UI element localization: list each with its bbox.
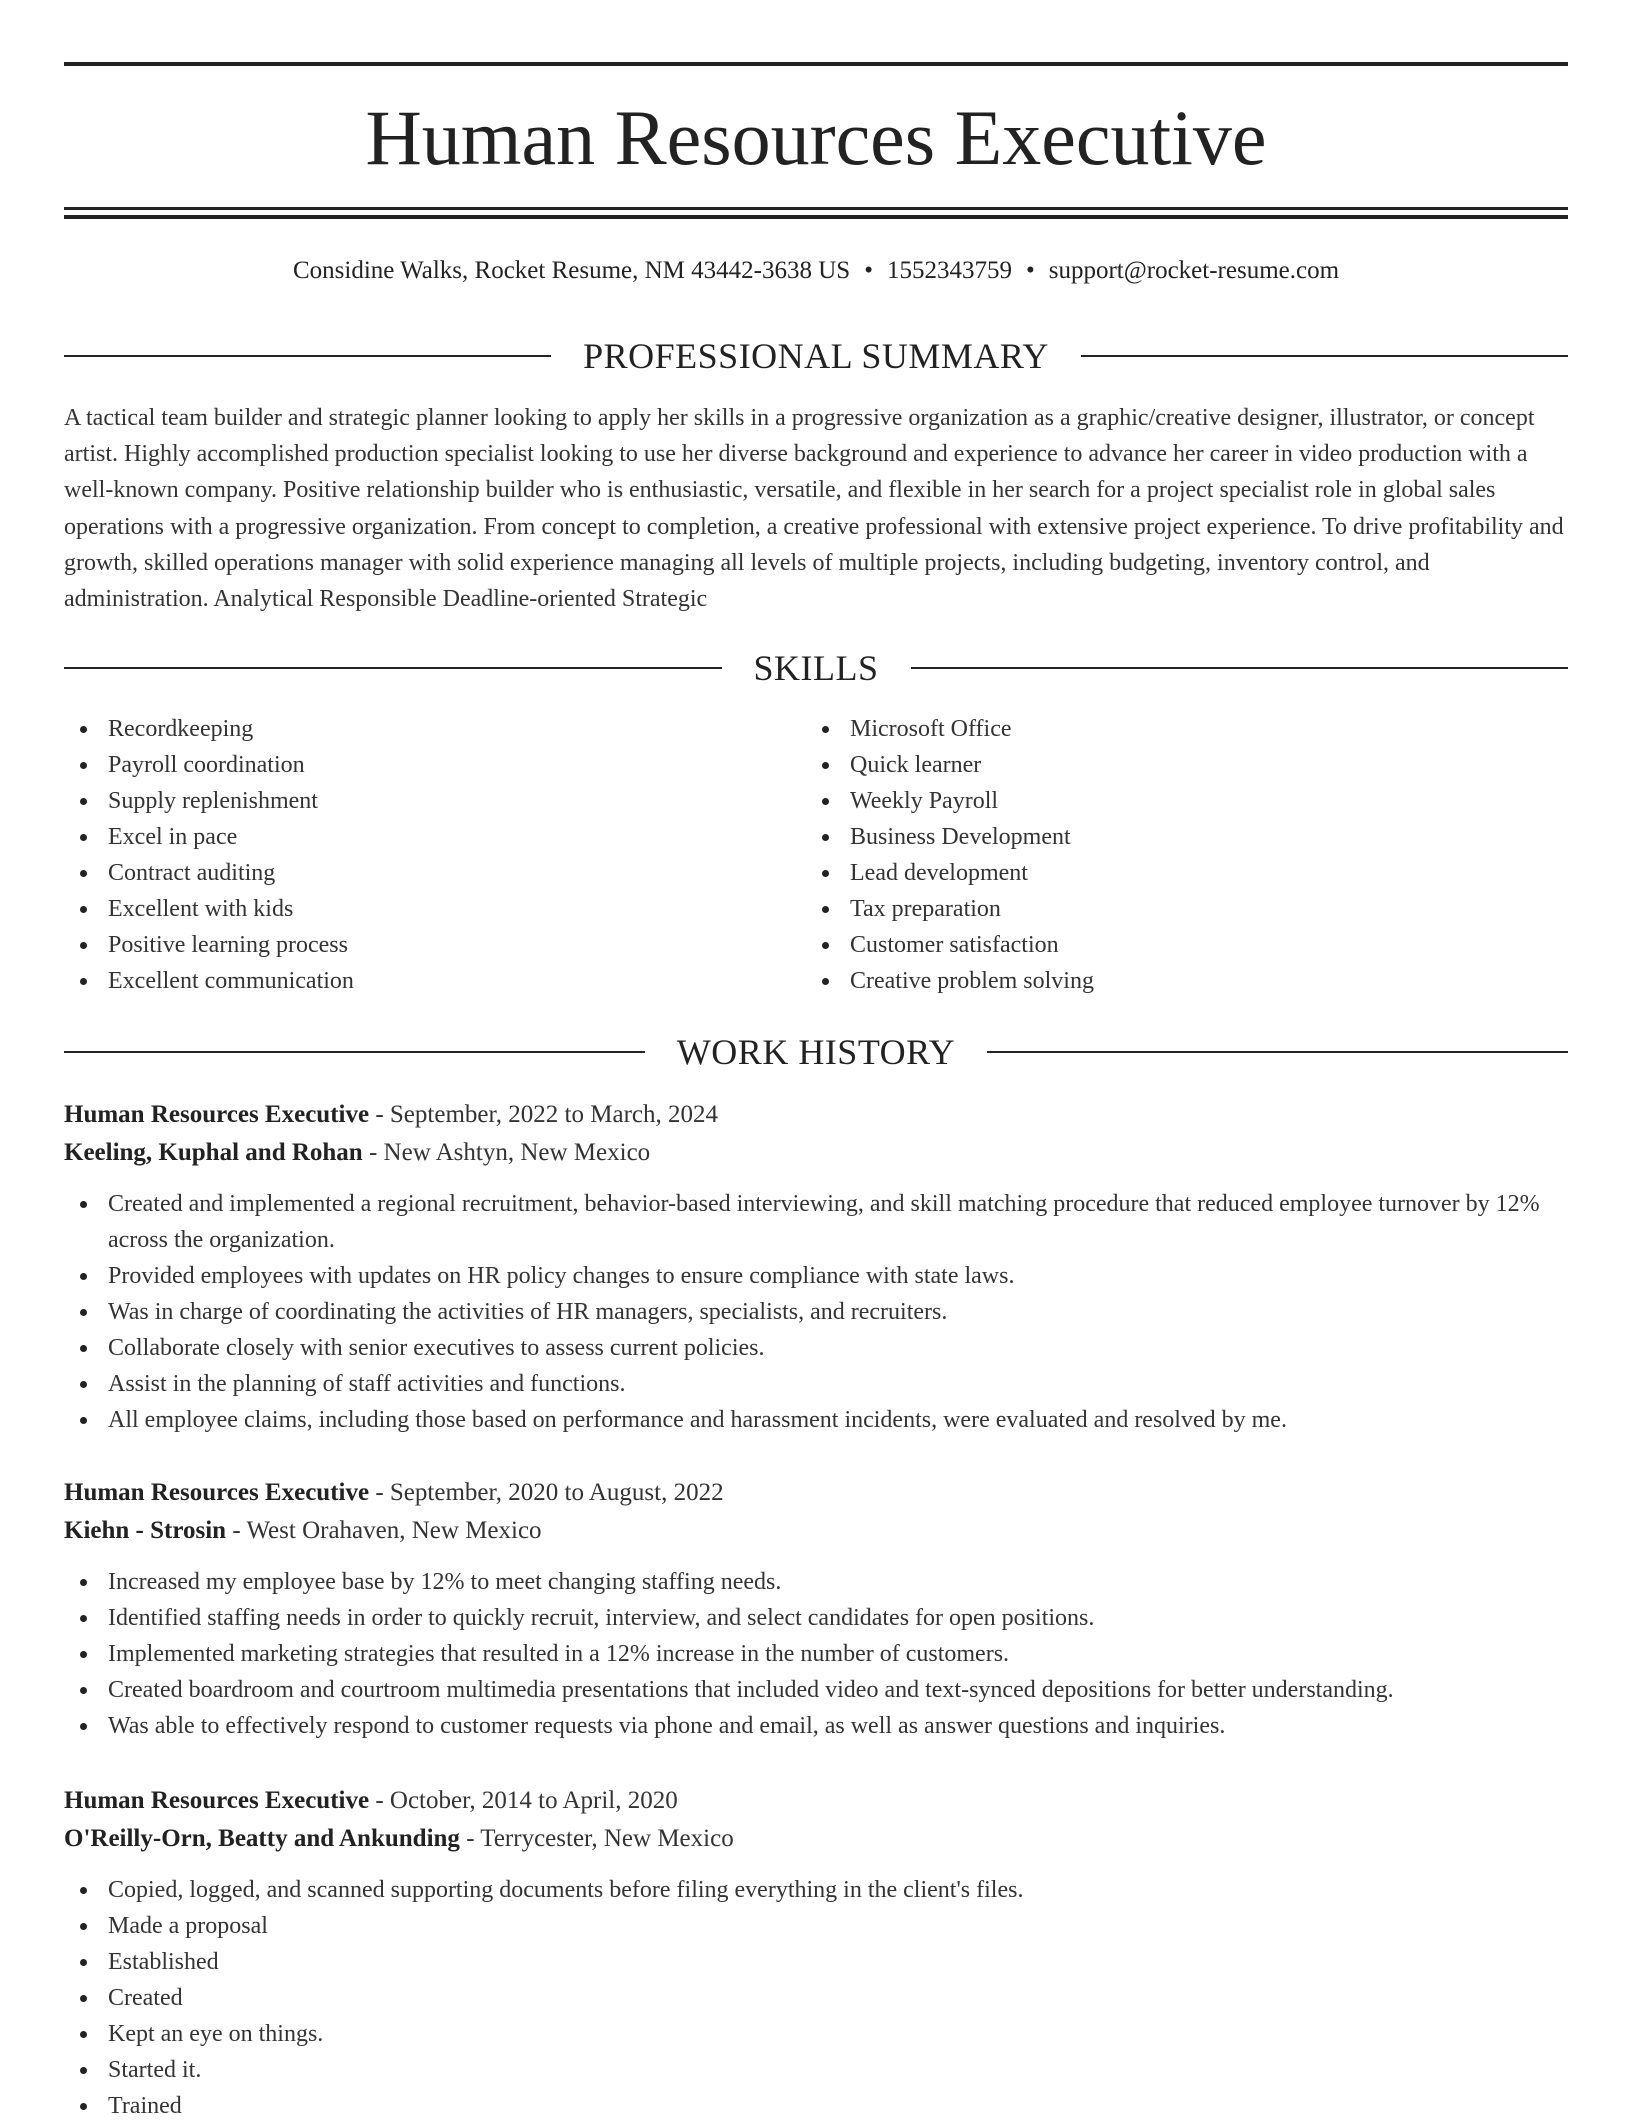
section-heading-skills xyxy=(64,646,1568,690)
section-heading-summary xyxy=(64,334,1568,378)
job-bullet: Kept an eye on things. xyxy=(64,2016,1568,2052)
job-company-line xyxy=(64,1134,1568,1172)
job-bullet-list xyxy=(64,1564,1568,1744)
job-bullet: Was able to effectively respond to customer requests via phone and email, as well as answer questions and inquiries. xyxy=(64,1708,1568,1744)
job-location: - New Ashtyn, New Mexico xyxy=(362,1139,651,1166)
summary-paragraph: A tactical team builder and strategic planner looking to apply her skills in a progressive organization as a graphic/creative designer, illustrator, or concept artist. Highly accomplished production specialist looking to use her diverse background and experience to advance her career in video production with a well-known company. Positive relationship builder who is enthusiastic, versatile, and flexible in her search for a project specialist role in global sales operations with a progressive organization. From concept to completion, a creative professional with extensive project experience. To drive profitability and growth, skilled operations manager with solid experience managing all levels of multiple projects, including budgeting, inventory control, and administration. Analytical Responsible Deadline-oriented Strategic xyxy=(64,405,1564,613)
contact-line xyxy=(64,254,1568,288)
job-entry xyxy=(64,1782,1568,2124)
job-title-line xyxy=(64,1782,1568,1820)
skill-item: Weekly Payroll xyxy=(806,783,1506,819)
section-title: SKILLS xyxy=(753,648,879,688)
job-company: O'Reilly-Orn, Beatty and Ankunding xyxy=(64,1825,460,1852)
job-bullet: Started it. xyxy=(64,2052,1568,2088)
job-title-line xyxy=(64,1096,1568,1134)
skill-item: Tax preparation xyxy=(806,891,1506,927)
skill-item: Supply replenishment xyxy=(64,783,764,819)
job-company: Kiehn - Strosin xyxy=(64,1517,227,1544)
bullet-separator: • xyxy=(864,257,873,284)
skill-item: Customer satisfaction xyxy=(806,927,1506,963)
job-bullet: Assist in the planning of staff activities and functions. xyxy=(64,1366,1568,1402)
skill-item: Quick learner xyxy=(806,747,1506,783)
heading-rule-left xyxy=(64,355,551,357)
skill-item: Payroll coordination xyxy=(64,747,764,783)
contact-address: Considine Walks, Rocket Resume, NM 43442-3638 US xyxy=(292,257,851,284)
heading-rule-right xyxy=(1081,355,1568,357)
skill-item: Positive learning process xyxy=(64,927,764,963)
heading-rule-left xyxy=(64,667,722,669)
job-bullet: Identified staffing needs in order to quickly recruit, interview, and select candidates for open positions. xyxy=(64,1600,1568,1636)
job-entry xyxy=(64,1096,1568,1438)
job-bullet: Established xyxy=(64,1944,1568,1980)
section-heading-work-history xyxy=(64,1030,1568,1074)
job-title-line xyxy=(64,1474,1568,1512)
skill-item: Contract auditing xyxy=(64,855,764,891)
job-title: Human Resources Executive xyxy=(64,1101,370,1128)
resume-title: Human Resources Executive xyxy=(365,94,1267,181)
contact-email: support@rocket-resume.com xyxy=(1048,257,1340,284)
job-bullet-list xyxy=(64,1186,1568,1438)
skill-item: Creative problem solving xyxy=(806,963,1506,999)
job-bullet: Created xyxy=(64,1980,1568,2016)
job-bullet: Implemented marketing strategies that resulted in a 12% increase in the number of customers. xyxy=(64,1636,1568,1672)
job-bullet: Copied, logged, and scanned supporting documents before filing everything in the client's files. xyxy=(64,1872,1568,1908)
skill-item: Excellent communication xyxy=(64,963,764,999)
heading-rule-left xyxy=(64,1051,645,1053)
skill-item: Lead development xyxy=(806,855,1506,891)
job-bullet: Trained xyxy=(64,2088,1568,2124)
skill-item: Business Development xyxy=(806,819,1506,855)
skills-column-left xyxy=(64,711,764,999)
header-double-rule-lower xyxy=(64,215,1568,219)
header-double-rule-upper xyxy=(64,207,1568,210)
job-title: Human Resources Executive xyxy=(64,1479,370,1506)
job-company-line xyxy=(64,1512,1568,1550)
header-top-rule xyxy=(64,62,1568,66)
job-dates: - September, 2020 to August, 2022 xyxy=(369,1479,724,1506)
section-title: WORK HISTORY xyxy=(676,1032,956,1072)
job-bullet: Created and implemented a regional recruitment, behavior-based interviewing, and skill matching procedure that reduced employee turnover by 12% across the organization. xyxy=(64,1186,1568,1258)
section-title: PROFESSIONAL SUMMARY xyxy=(583,336,1049,376)
job-dates: - October, 2014 to April, 2020 xyxy=(369,1787,678,1814)
job-bullet-list xyxy=(64,1872,1568,2124)
job-bullet: Provided employees with updates on HR policy changes to ensure compliance with state laws. xyxy=(64,1258,1568,1294)
job-bullet: All employee claims, including those based on performance and harassment incidents, were evaluated and resolved by me. xyxy=(64,1402,1568,1438)
bullet-separator: • xyxy=(1025,257,1035,284)
job-dates: - September, 2022 to March, 2024 xyxy=(369,1101,719,1128)
job-location: - West Orahaven, New Mexico xyxy=(226,1517,542,1544)
skills-list-left xyxy=(64,711,764,999)
skills-list-right xyxy=(806,711,1506,999)
job-entry xyxy=(64,1474,1568,1744)
job-location: - Terrycester, New Mexico xyxy=(459,1825,734,1852)
heading-rule-right xyxy=(987,1051,1568,1053)
job-company: Keeling, Kuphal and Rohan xyxy=(64,1139,363,1166)
job-company-line xyxy=(64,1820,1568,1858)
skill-item: Microsoft Office xyxy=(806,711,1506,747)
skill-item: Excel in pace xyxy=(64,819,764,855)
job-bullet: Increased my employee base by 12% to meet changing staffing needs. xyxy=(64,1564,1568,1600)
job-title: Human Resources Executive xyxy=(64,1787,370,1814)
job-bullet: Made a proposal xyxy=(64,1908,1568,1944)
job-bullet: Was in charge of coordinating the activities of HR managers, specialists, and recruiters. xyxy=(64,1294,1568,1330)
skills-column-right xyxy=(806,711,1506,999)
job-bullet: Created boardroom and courtroom multimedia presentations that included video and text-synced depositions for better understanding. xyxy=(64,1672,1568,1708)
heading-rule-right xyxy=(911,667,1569,669)
job-bullet: Collaborate closely with senior executives to assess current policies. xyxy=(64,1330,1568,1366)
contact-phone: 1552343759 xyxy=(886,257,1012,284)
skill-item: Excellent with kids xyxy=(64,891,764,927)
skill-item: Recordkeeping xyxy=(64,711,764,747)
